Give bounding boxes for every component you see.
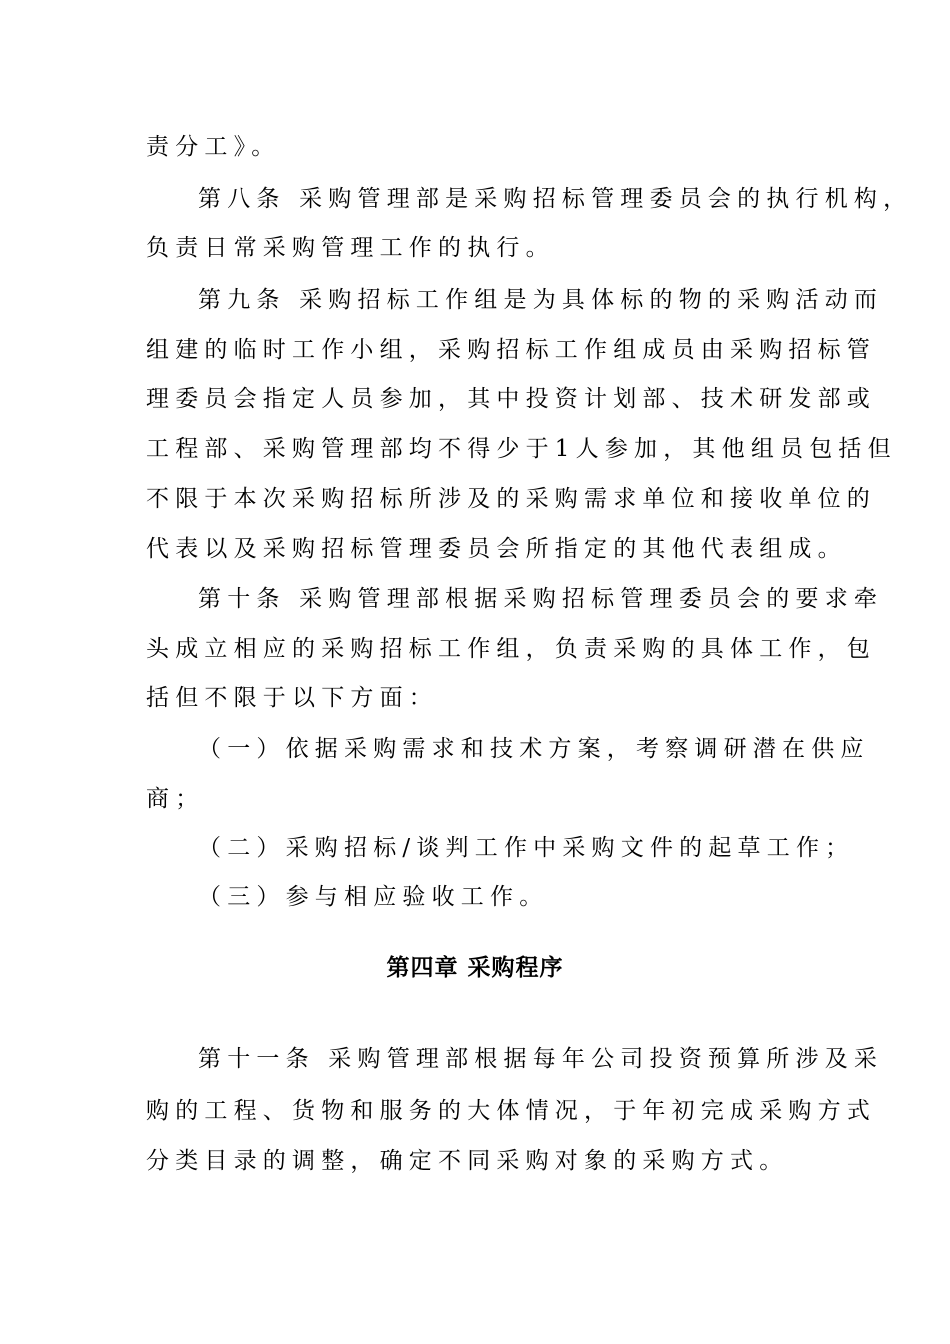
paragraph-line: 工程部、采购管理部均不得少于1人参加，其他组员包括但 — [146, 436, 897, 462]
paragraph-line: 负责日常采购管理工作的执行。 — [146, 235, 555, 261]
paragraph-line: 代表以及采购招标管理委员会所指定的其他代表组成。 — [146, 536, 847, 562]
article-8-line: 第八条 采购管理部是采购招标管理委员会的执行机构， — [198, 186, 913, 212]
paragraph-line: 头成立相应的采购招标工作组，负责采购的具体工作，包 — [146, 636, 876, 662]
paragraph-line: 不限于本次采购招标所涉及的采购需求单位和接收单位的 — [146, 486, 876, 512]
paragraph-line: 商； — [146, 786, 205, 812]
paragraph-line: 括但不限于以下方面： — [146, 685, 438, 711]
paragraph-line: 组建的临时工作小组，采购招标工作组成员由采购招标管 — [146, 337, 876, 363]
list-item-3-line: （三）参与相应验收工作。 — [198, 884, 549, 910]
article-10-line: 第十条 采购管理部根据采购招标管理委员会的要求牵 — [198, 586, 884, 612]
list-item-1-line: （一）依据采购需求和技术方案，考察调研潜在供应 — [198, 736, 870, 762]
list-item-2-line: （二）采购招标/谈判工作中采购文件的起草工作； — [198, 835, 855, 861]
paragraph-line: 责分工》。 — [146, 134, 281, 160]
paragraph-line: 理委员会指定人员参加，其中投资计划部、技术研发部或 — [146, 386, 876, 412]
article-9-line: 第九条 采购招标工作组是为具体标的物的采购活动而 — [198, 287, 884, 313]
paragraph-line: 分类目录的调整，确定不同采购对象的采购方式。 — [146, 1148, 789, 1174]
paragraph-line: 购的工程、货物和服务的大体情况，于年初完成采购方式 — [146, 1098, 876, 1124]
chapter-heading: 第四章 采购程序 — [386, 955, 564, 981]
article-11-line: 第十一条 采购管理部根据每年公司投资预算所涉及采 — [198, 1046, 884, 1072]
